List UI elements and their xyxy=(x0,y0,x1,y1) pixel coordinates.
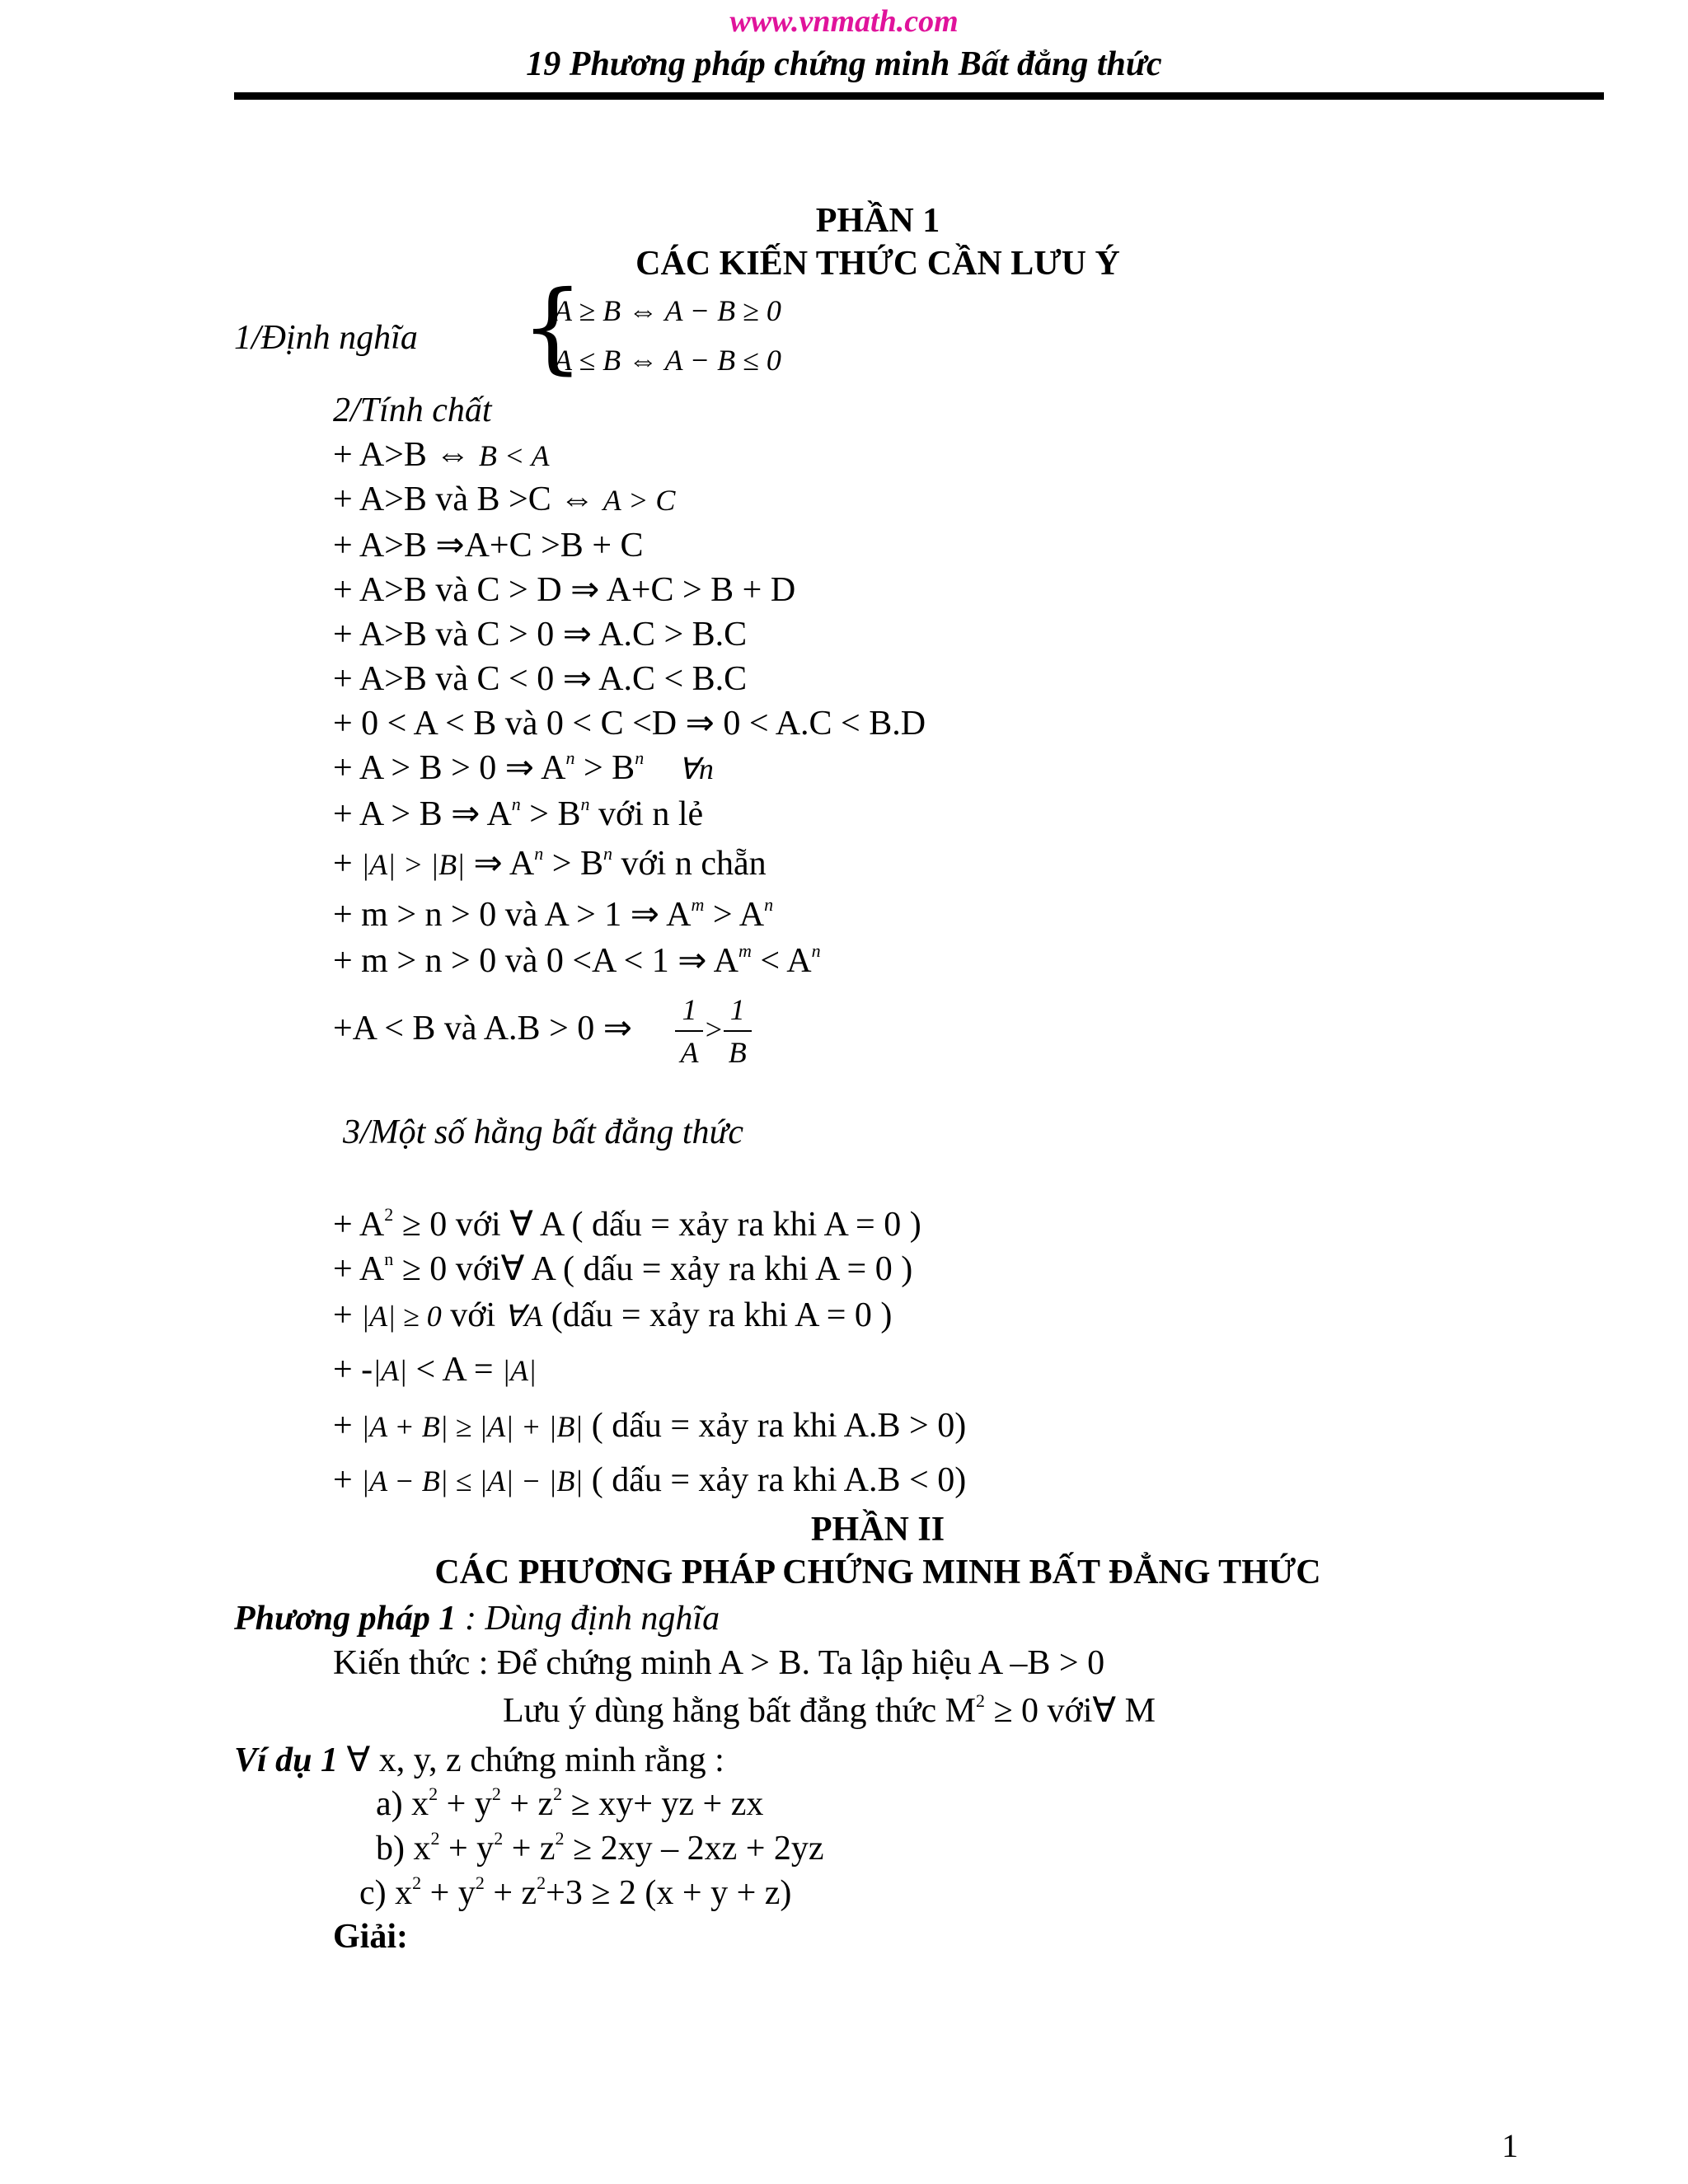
property-12: + m > n > 0 và 0 <A < 1 ⇒ $A^m < A^n$ xyxy=(333,940,821,980)
identity-1: + $A^2 \ge 0$ với ∀ A ( dấu = xảy ra khi A = 0 ) xyxy=(333,1204,921,1244)
fraction-one-over-b: $\frac{1}{B}$ xyxy=(724,989,752,1073)
definition-line-2: A ≤ B ⇔ A − B ≤ 0 xyxy=(554,344,781,377)
part1-heading: PHẦN 1 xyxy=(815,202,940,240)
header-url: www.vnmath.com xyxy=(729,4,959,39)
property-13: +A < B và A.B > 0 ⇒ $\frac{1}{A}$ > $\frac{1}{B}$ xyxy=(333,986,752,1071)
part2-subheading: CÁC PHƯƠNG PHÁP CHỨNG MINH BẤT ĐẲNG THỨC xyxy=(434,1554,1321,1591)
identity-4: + -|A| < A = |A| xyxy=(333,1351,537,1389)
property-4: + A>B và C > D ⇒ A+C > B + D xyxy=(333,571,796,609)
property-11: + m > n > 0 và A > 1 ⇒ $A^m > A^n$ xyxy=(333,894,774,934)
method-1-title: Phương pháp 1 : Dùng định nghĩa xyxy=(234,1600,720,1638)
solution-label: Giải: xyxy=(333,1918,408,1956)
example-1-c: c) $x^2 + y^2 + z^2+3 \ge 2$ (x + y + z) xyxy=(359,1872,792,1912)
fraction-one-over-a: $\frac{1}{A}$ xyxy=(675,989,703,1073)
definition-label: 1/Định nghĩa xyxy=(234,319,418,357)
property-6: + A>B và C < 0 ⇒ A.C < B.C xyxy=(333,660,748,698)
property-8: + A > B > 0 ⇒ $A^n > B^n$ ∀n xyxy=(333,748,714,787)
property-1: + A>B ⇔ B < A xyxy=(333,436,550,474)
property-9: + A > B ⇒ $A^n > B^n$ với n lẻ xyxy=(333,794,704,833)
page-number: 1 xyxy=(1502,2127,1518,2164)
header-rule xyxy=(234,92,1604,100)
knowledge-text: Kiến thức : Để chứng minh A > B. Ta lập hiệu A –B > 0 xyxy=(333,1644,1105,1682)
identities-label: 3/Một số hằng bất đẳng thức xyxy=(343,1113,744,1151)
properties-label: 2/Tính chất xyxy=(333,391,492,429)
part1-subheading: CÁC KIẾN THỨC CẦN LƯU Ý xyxy=(635,245,1120,283)
definition-brace: { xyxy=(521,270,584,385)
definition-line-1: A ≥ B ⇔ A − B ≥ 0 xyxy=(554,294,781,327)
identity-2: + $A^n \ge 0$ với∀ A ( dấu = xảy ra khi A = 0 ) xyxy=(333,1249,913,1288)
part2-heading: PHẦN II xyxy=(810,1511,945,1549)
property-7: + 0 < A < B và 0 < C <D ⇒ 0 < A.C < B.D xyxy=(333,705,926,743)
header-title: 19 Phương pháp chứng minh Bất đẳng thức xyxy=(526,45,1162,83)
identity-3: + |A| ≥ 0 với ∀A (dấu = xảy ra khi A = 0 ) xyxy=(333,1296,893,1334)
example-1-a: a) $x^2 + y^2 + z^2 \ge xy+$ yz + zx xyxy=(376,1783,764,1823)
identity-5: + |A + B| ≥ |A| + |B| ( dấu = xảy ra khi A.B > 0) xyxy=(333,1407,967,1445)
example-1-title: Ví dụ 1 ∀ x, y, z chứng minh rằng : xyxy=(234,1741,724,1779)
note-text: Lưu ý dùng hằng bất đẳng thức $M^2 \ge 0$ với∀ M xyxy=(503,1690,1156,1730)
property-2: + A>B và B >C ⇔ A > C xyxy=(333,480,676,518)
property-5: + A>B và C > 0 ⇒ A.C > B.C xyxy=(333,616,748,654)
property-3: + A>B ⇒A+C >B + C xyxy=(333,527,644,565)
identity-6: + |A − B| ≤ |A| − |B| ( dấu = xảy ra khi A.B < 0) xyxy=(333,1461,967,1499)
example-1-b: b) $x^2 + y^2 + z^2 \ge 2xy - 2xz + 2yz$ xyxy=(376,1828,824,1868)
property-10: + |A| > |B| ⇒ $A^n > B^n$ với n chẵn xyxy=(333,843,767,883)
